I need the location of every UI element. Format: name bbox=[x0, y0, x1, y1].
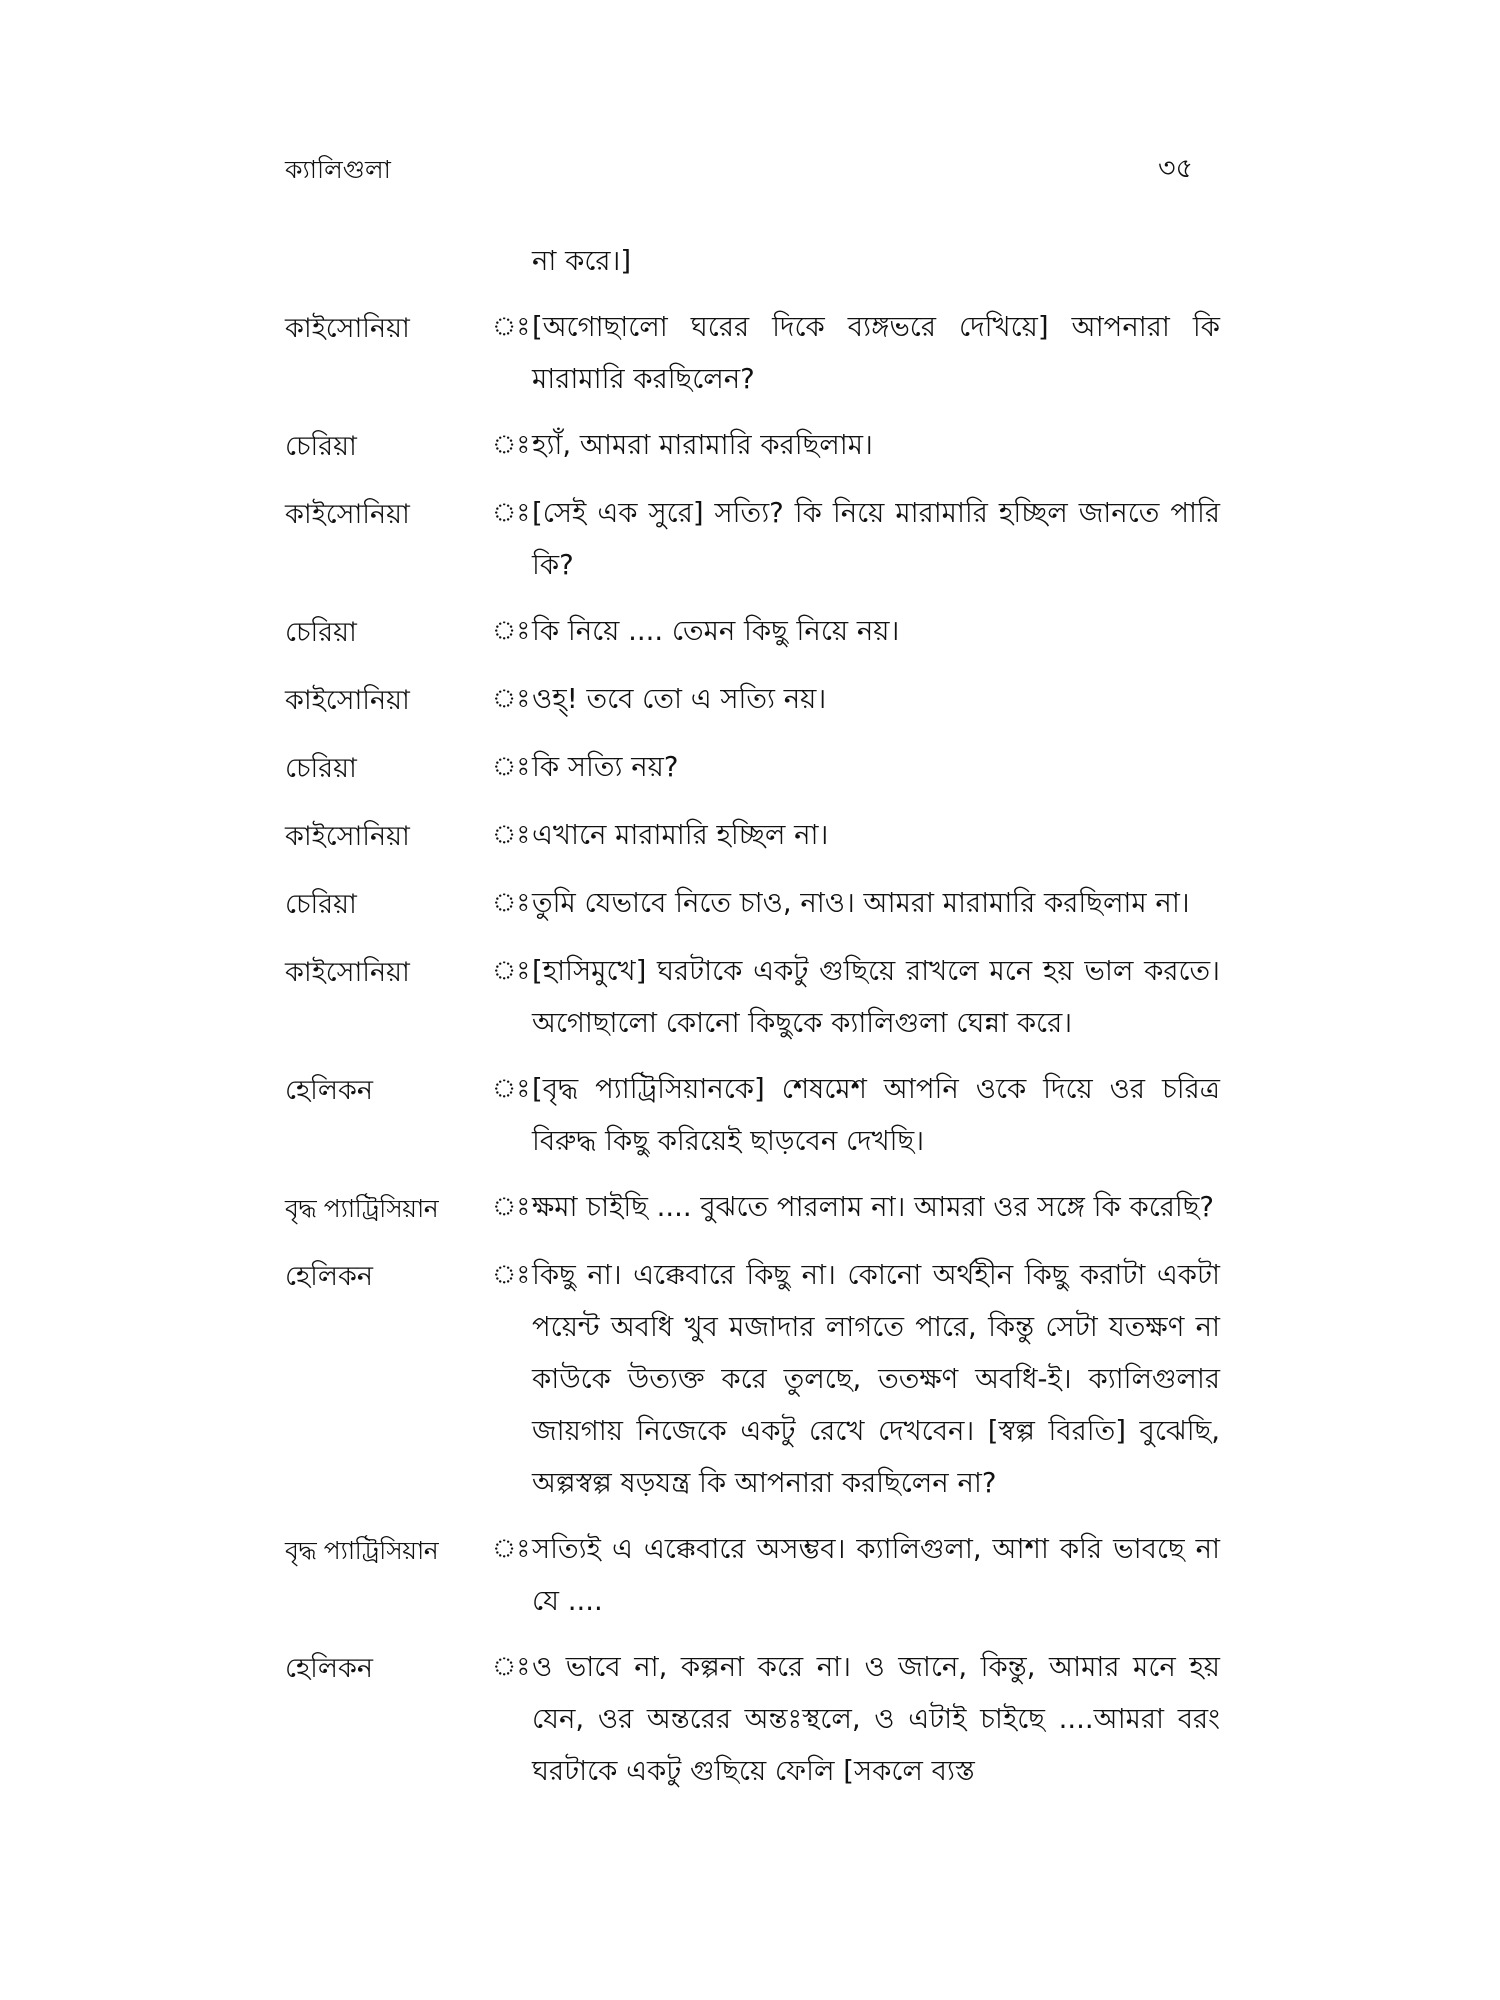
dialogue-line: ক্ষমা চাইছি .... বুঝতে পারলাম না। আমরা ওর সঙ্গে কি করেছি? bbox=[532, 1191, 1215, 1223]
speaker-separator: ঃ bbox=[492, 1534, 531, 1564]
speaker-name: বৃদ্ধ প্যাট্রিসিয়ান bbox=[285, 1194, 439, 1223]
page-number: ৩৫ bbox=[1158, 153, 1194, 184]
speaker-name: হেলিকন bbox=[285, 1075, 373, 1106]
dialogue-line: কিছু না। এক্কেবারে কিছু না। কোনো অর্থহীন কিছু করাটা একটা পয়েন্ট অবধি খুব মজাদার লাগতে পারে, কিন্তু সেটা যতক্ষণ না কাউকে উত্যক্ত করে তুলছে, ততক্ষণ অবধি-ই। ক্যালিগুলার জায়গায় নিজেকে একটু রেখে দেখবেন। [স্বল্প বিরতি] বুঝেছি, অল্পস্বল্প ষড়যন্ত্র কি আপনারা করছিলেন না? bbox=[532, 1259, 1220, 1499]
dialogue-line: ও ভাবে না, কল্পনা করে না। ও জানে, কিন্তু, আমার মনে হয় যেন, ওর অন্তরের অন্তঃস্থলে, ও এটাই চাইছে ....আমরা বরং ঘরটাকে একটু গুছিয়ে ফেলি [সকলে ব্যস্ত bbox=[532, 1651, 1220, 1787]
speaker-name bbox=[285, 235, 490, 287]
speaker-separator: ঃ bbox=[492, 888, 531, 918]
speaker-separator: ঃ bbox=[492, 498, 531, 528]
dialogue-entry bbox=[285, 1063, 1220, 1167]
dialogue-entry bbox=[285, 301, 1220, 405]
speaker-separator: ঃ bbox=[492, 1074, 531, 1104]
speaker-separator: ঃ bbox=[492, 956, 531, 986]
speaker-separator: ঃ bbox=[492, 1652, 531, 1682]
speaker-name: বৃদ্ধ প্যাট্রিসিয়ান bbox=[285, 1536, 439, 1565]
speaker-name: কাইসোনিয়া bbox=[285, 685, 410, 716]
speaker-name: চেরিয়া bbox=[285, 431, 357, 462]
speaker-separator: ঃ bbox=[492, 430, 531, 460]
dialogue-entry bbox=[285, 487, 1220, 591]
dialogue-entry bbox=[285, 1523, 1220, 1627]
running-head: ক্যালিগুলা bbox=[285, 155, 391, 184]
speaker-name: কাইসোনিয়া bbox=[285, 821, 410, 852]
dialogue-line: কি নিয়ে .... তেমন কিছু নিয়ে নয়। bbox=[532, 615, 900, 647]
speaker-separator: ঃ bbox=[492, 1192, 531, 1222]
dialogue-entry bbox=[285, 605, 1220, 659]
speaker-separator: ঃ bbox=[492, 312, 531, 342]
speaker-name: কাইসোনিয়া bbox=[285, 499, 410, 530]
dialogue-block bbox=[285, 235, 1220, 1811]
speaker-name: চেরিয়া bbox=[285, 889, 357, 920]
dialogue-line: হ্যাঁ, আমরা মারামারি করছিলাম। bbox=[532, 429, 873, 461]
dialogue-line: না করে।] bbox=[532, 245, 632, 277]
dialogue-line: কি সত্যি নয়? bbox=[532, 751, 679, 783]
speaker-separator: ঃ bbox=[492, 616, 531, 646]
dialogue-entry bbox=[285, 1181, 1220, 1235]
speaker-separator: ঃ bbox=[492, 752, 531, 782]
dialogue-entry bbox=[285, 235, 1220, 287]
dialogue-entry bbox=[285, 809, 1220, 863]
speaker-separator: ঃ bbox=[492, 684, 531, 714]
dialogue-line: ওহ্! তবে তো এ সত্যি নয়। bbox=[532, 683, 827, 715]
dialogue-line: তুমি যেভাবে নিতে চাও, নাও। আমরা মারামারি করছিলাম না। bbox=[532, 887, 1190, 919]
dialogue-line: [হাসিমুখে] ঘরটাকে একটু গুছিয়ে রাখলে মনে হয় ভাল করতে। অগোছালো কোনো কিছুকে ক্যালিগুলা ঘেন্না করে। bbox=[532, 955, 1220, 1039]
dialogue-entry bbox=[285, 877, 1220, 931]
dialogue-entry bbox=[285, 741, 1220, 795]
dialogue-line: সত্যিই এ এক্কেবারে অসম্ভব। ক্যালিগুলা, আশা করি ভাবছে না যে .... bbox=[532, 1533, 1220, 1617]
speaker-name: কাইসোনিয়া bbox=[285, 957, 410, 988]
dialogue-entry bbox=[285, 1641, 1220, 1797]
speaker-name: কাইসোনিয়া bbox=[285, 313, 410, 344]
speaker-separator bbox=[490, 235, 532, 287]
speaker-separator: ঃ bbox=[492, 820, 531, 850]
dialogue-line: [সেই এক সুরে] সত্যি? কি নিয়ে মারামারি হচ্ছিল জানতে পারি কি? bbox=[532, 497, 1220, 581]
dialogue-entry bbox=[285, 673, 1220, 727]
dialogue-entry bbox=[285, 419, 1220, 473]
dialogue-line: [বৃদ্ধ প্যাট্রিসিয়ানকে] শেষমেশ আপনি ওকে দিয়ে ওর চরিত্র বিরুদ্ধ কিছু করিয়েই ছাড়বেন দেখছি। bbox=[532, 1073, 1220, 1157]
speaker-separator: ঃ bbox=[492, 1260, 531, 1290]
dialogue-line: [অগোছালো ঘরের দিকে ব্যঙ্গভরে দেখিয়ে] আপনারা কি মারামারি করছিলেন? bbox=[532, 311, 1220, 395]
dialogue-entry bbox=[285, 945, 1220, 1049]
speaker-name: হেলিকন bbox=[285, 1261, 373, 1292]
speaker-name: চেরিয়া bbox=[285, 753, 357, 784]
dialogue-line: এখানে মারামারি হচ্ছিল না। bbox=[532, 819, 829, 851]
dialogue-entry bbox=[285, 1249, 1220, 1509]
speaker-name: হেলিকন bbox=[285, 1653, 373, 1684]
speaker-name: চেরিয়া bbox=[285, 617, 357, 648]
